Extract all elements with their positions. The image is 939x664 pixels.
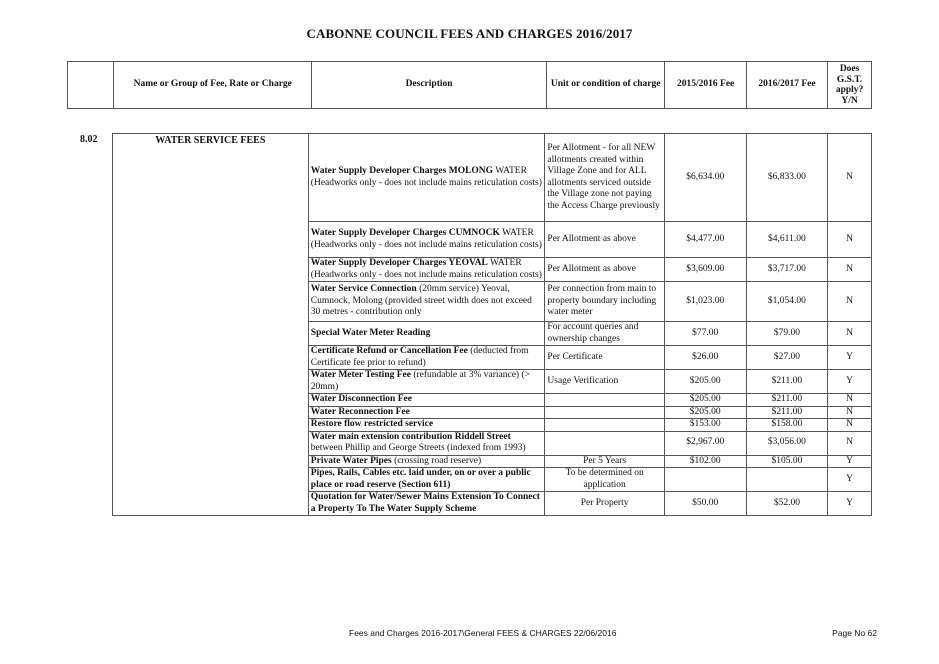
- fee-2016: $6,833.00: [746, 134, 828, 222]
- fee-2015: $50.00: [664, 492, 746, 516]
- fee-2015: $102.00: [664, 455, 746, 468]
- fee-description: [308, 346, 545, 370]
- gst-flag: N: [828, 222, 872, 258]
- fee-unit: Per Allotment - for all NEW allotments created within Village Zone and for ALL allotments serviced outside the Village zone not paying the Access Charge previously: [545, 134, 664, 222]
- fee-2016: $211.00: [746, 394, 828, 407]
- fee-2016: $105.00: [746, 455, 828, 468]
- fee-2015: $26.00: [664, 346, 746, 370]
- gst-flag: N: [828, 431, 872, 455]
- fee-description-title: Water Disconnection Fee: [310, 394, 412, 404]
- gst-flag: N: [828, 134, 872, 222]
- fee-unit: Usage Verification: [545, 370, 664, 394]
- fee-description-title: Water Service Connection: [310, 284, 417, 295]
- fee-description-title: Water Reconnection Fee: [310, 406, 410, 417]
- gst-flag: Y: [828, 468, 872, 492]
- header-fee-2016: 2016/2017 Fee: [746, 62, 827, 109]
- fee-description: [308, 455, 545, 468]
- gst-flag: N: [828, 394, 872, 407]
- fee-description: [308, 431, 545, 455]
- header-fee-2015: 2015/2016 Fee: [665, 62, 746, 109]
- fee-unit: [545, 431, 664, 455]
- fee-2016: [746, 468, 828, 492]
- fee-2015: $205.00: [664, 370, 746, 394]
- fee-description-detail: (crossing road reserve): [391, 455, 482, 466]
- gst-flag: N: [828, 322, 872, 346]
- fee-2016: $211.00: [746, 406, 828, 419]
- header-description: Description: [312, 62, 547, 109]
- section-name: WATER SERVICE FEES: [155, 135, 266, 146]
- fee-description: [308, 322, 545, 346]
- gst-flag: Y: [828, 492, 872, 516]
- header-blank: [68, 62, 114, 109]
- fee-description-detail: (deducted from Certificate fee prior to refund): [310, 346, 529, 368]
- header-gst: Does G.S.T. apply? Y/N: [828, 62, 872, 109]
- header-unit: Unit or condition of charge: [546, 62, 665, 109]
- fee-description-detail: WATER (Headworks only - does not include mains reticulation costs): [310, 228, 542, 250]
- fee-description-title: Pipes, Rails, Cables etc. laid under, on or over a public place or road reserve (Section 611): [310, 468, 531, 490]
- fee-description: [308, 492, 545, 516]
- fee-unit: Per Certificate: [545, 346, 664, 370]
- fee-unit: Per Allotment as above: [545, 258, 664, 282]
- table-row: [113, 134, 872, 222]
- fee-description-detail: WATER (Headworks only - does not include mains reticulation costs): [310, 258, 542, 280]
- fee-2016: $27.00: [746, 346, 828, 370]
- fee-description-title: Special Water Meter Reading: [310, 327, 431, 338]
- fee-description: [308, 394, 545, 407]
- fee-description: [308, 419, 545, 432]
- fee-2016: $3,717.00: [746, 258, 828, 282]
- fee-description-title: Private Water Pipes: [310, 455, 392, 466]
- fee-description: [308, 370, 545, 394]
- fee-2015: [664, 468, 746, 492]
- fee-description-detail: WATER (Headworks only - does not include mains reticulation costs): [310, 166, 542, 188]
- fee-description-title: Quotation for Water/Sewer Mains Extension To Connect a Property To The Water Supply Scheme: [310, 492, 540, 514]
- fee-2016: $4,611.00: [746, 222, 828, 258]
- fee-description: [308, 222, 545, 258]
- fee-description-title: Water Supply Developer Charges CUMNOCK: [310, 228, 500, 238]
- page-title: CABONNE COUNCIL FEES AND CHARGES 2016/2017: [306, 26, 633, 41]
- fee-description-detail: between Phillip and George Streets (indexed from 1993): [310, 443, 526, 453]
- fee-unit: Per connection from main to property boundary including water meter: [545, 282, 664, 322]
- fee-2015: $1,023.00: [664, 282, 746, 322]
- fee-unit: Per Property: [545, 492, 664, 516]
- fee-description: [308, 468, 545, 492]
- fee-2016: $79.00: [746, 322, 828, 346]
- fee-description-title: Water Supply Developer Charges MOLONG: [310, 166, 494, 176]
- fee-description-detail: (20mm service) Yeoval, Cumnock, Molong (provided street width does not exceed 30 metres - contribution only: [310, 284, 532, 318]
- section-number: 8.02: [80, 134, 98, 145]
- fee-2015: $77.00: [664, 322, 746, 346]
- fee-unit: [545, 406, 664, 419]
- fee-2016: $3,056.00: [746, 431, 828, 455]
- fee-description-title: Water Meter Testing Fee: [310, 370, 411, 380]
- fee-2016: $211.00: [746, 370, 828, 394]
- fee-unit: [545, 419, 664, 432]
- fee-unit: [545, 394, 664, 407]
- gst-flag: N: [828, 406, 872, 419]
- footer-path: Fees and Charges 2016-2017\General FEES & CHARGES 22/06/2016: [349, 628, 617, 638]
- gst-flag: N: [828, 419, 872, 432]
- fee-description: [308, 282, 545, 322]
- gst-flag: Y: [828, 455, 872, 468]
- fee-description-title: Water Supply Developer Charges YEOVAL: [310, 258, 488, 268]
- fee-2015: $4,477.00: [664, 222, 746, 258]
- fee-description-detail: (refundable at 3% variance) (> 20mm): [310, 370, 530, 392]
- header-name: Name or Group of Fee, Rate or Charge: [114, 62, 312, 109]
- gst-flag: Y: [828, 346, 872, 370]
- fee-unit: To be determined on application: [545, 468, 664, 492]
- fee-2016: $1,054.00: [746, 282, 828, 322]
- fee-description: [308, 406, 545, 419]
- gst-flag: N: [828, 282, 872, 322]
- fee-description: [308, 134, 545, 222]
- fee-2015: $2,967.00: [664, 431, 746, 455]
- fee-2015: $205.00: [664, 406, 746, 419]
- gst-flag: Y: [828, 370, 872, 394]
- fee-unit: For account queries and ownership changes: [545, 322, 664, 346]
- fee-unit: Per 5 Years: [545, 455, 664, 468]
- fee-2015: $205.00: [664, 394, 746, 407]
- fee-unit: Per Allotment as above: [545, 222, 664, 258]
- fee-2016: $52.00: [746, 492, 828, 516]
- fee-description-title: Restore flow restricted service: [310, 419, 434, 429]
- fee-2015: $6,634.00: [664, 134, 746, 222]
- fee-description: [308, 258, 545, 282]
- column-header-table: [67, 61, 872, 109]
- section-name-cell: [113, 134, 309, 516]
- fee-2015: $3,609.00: [664, 258, 746, 282]
- gst-flag: N: [828, 258, 872, 282]
- fee-description-title: Certificate Refund or Cancellation Fee: [310, 346, 468, 356]
- fee-description-title: Water main extension contribution Riddell Street: [310, 431, 511, 442]
- fee-2015: $153.00: [664, 419, 746, 432]
- fee-2016: $158.00: [746, 419, 828, 432]
- page-number: Page No 62: [832, 628, 877, 638]
- fees-table: [112, 133, 872, 516]
